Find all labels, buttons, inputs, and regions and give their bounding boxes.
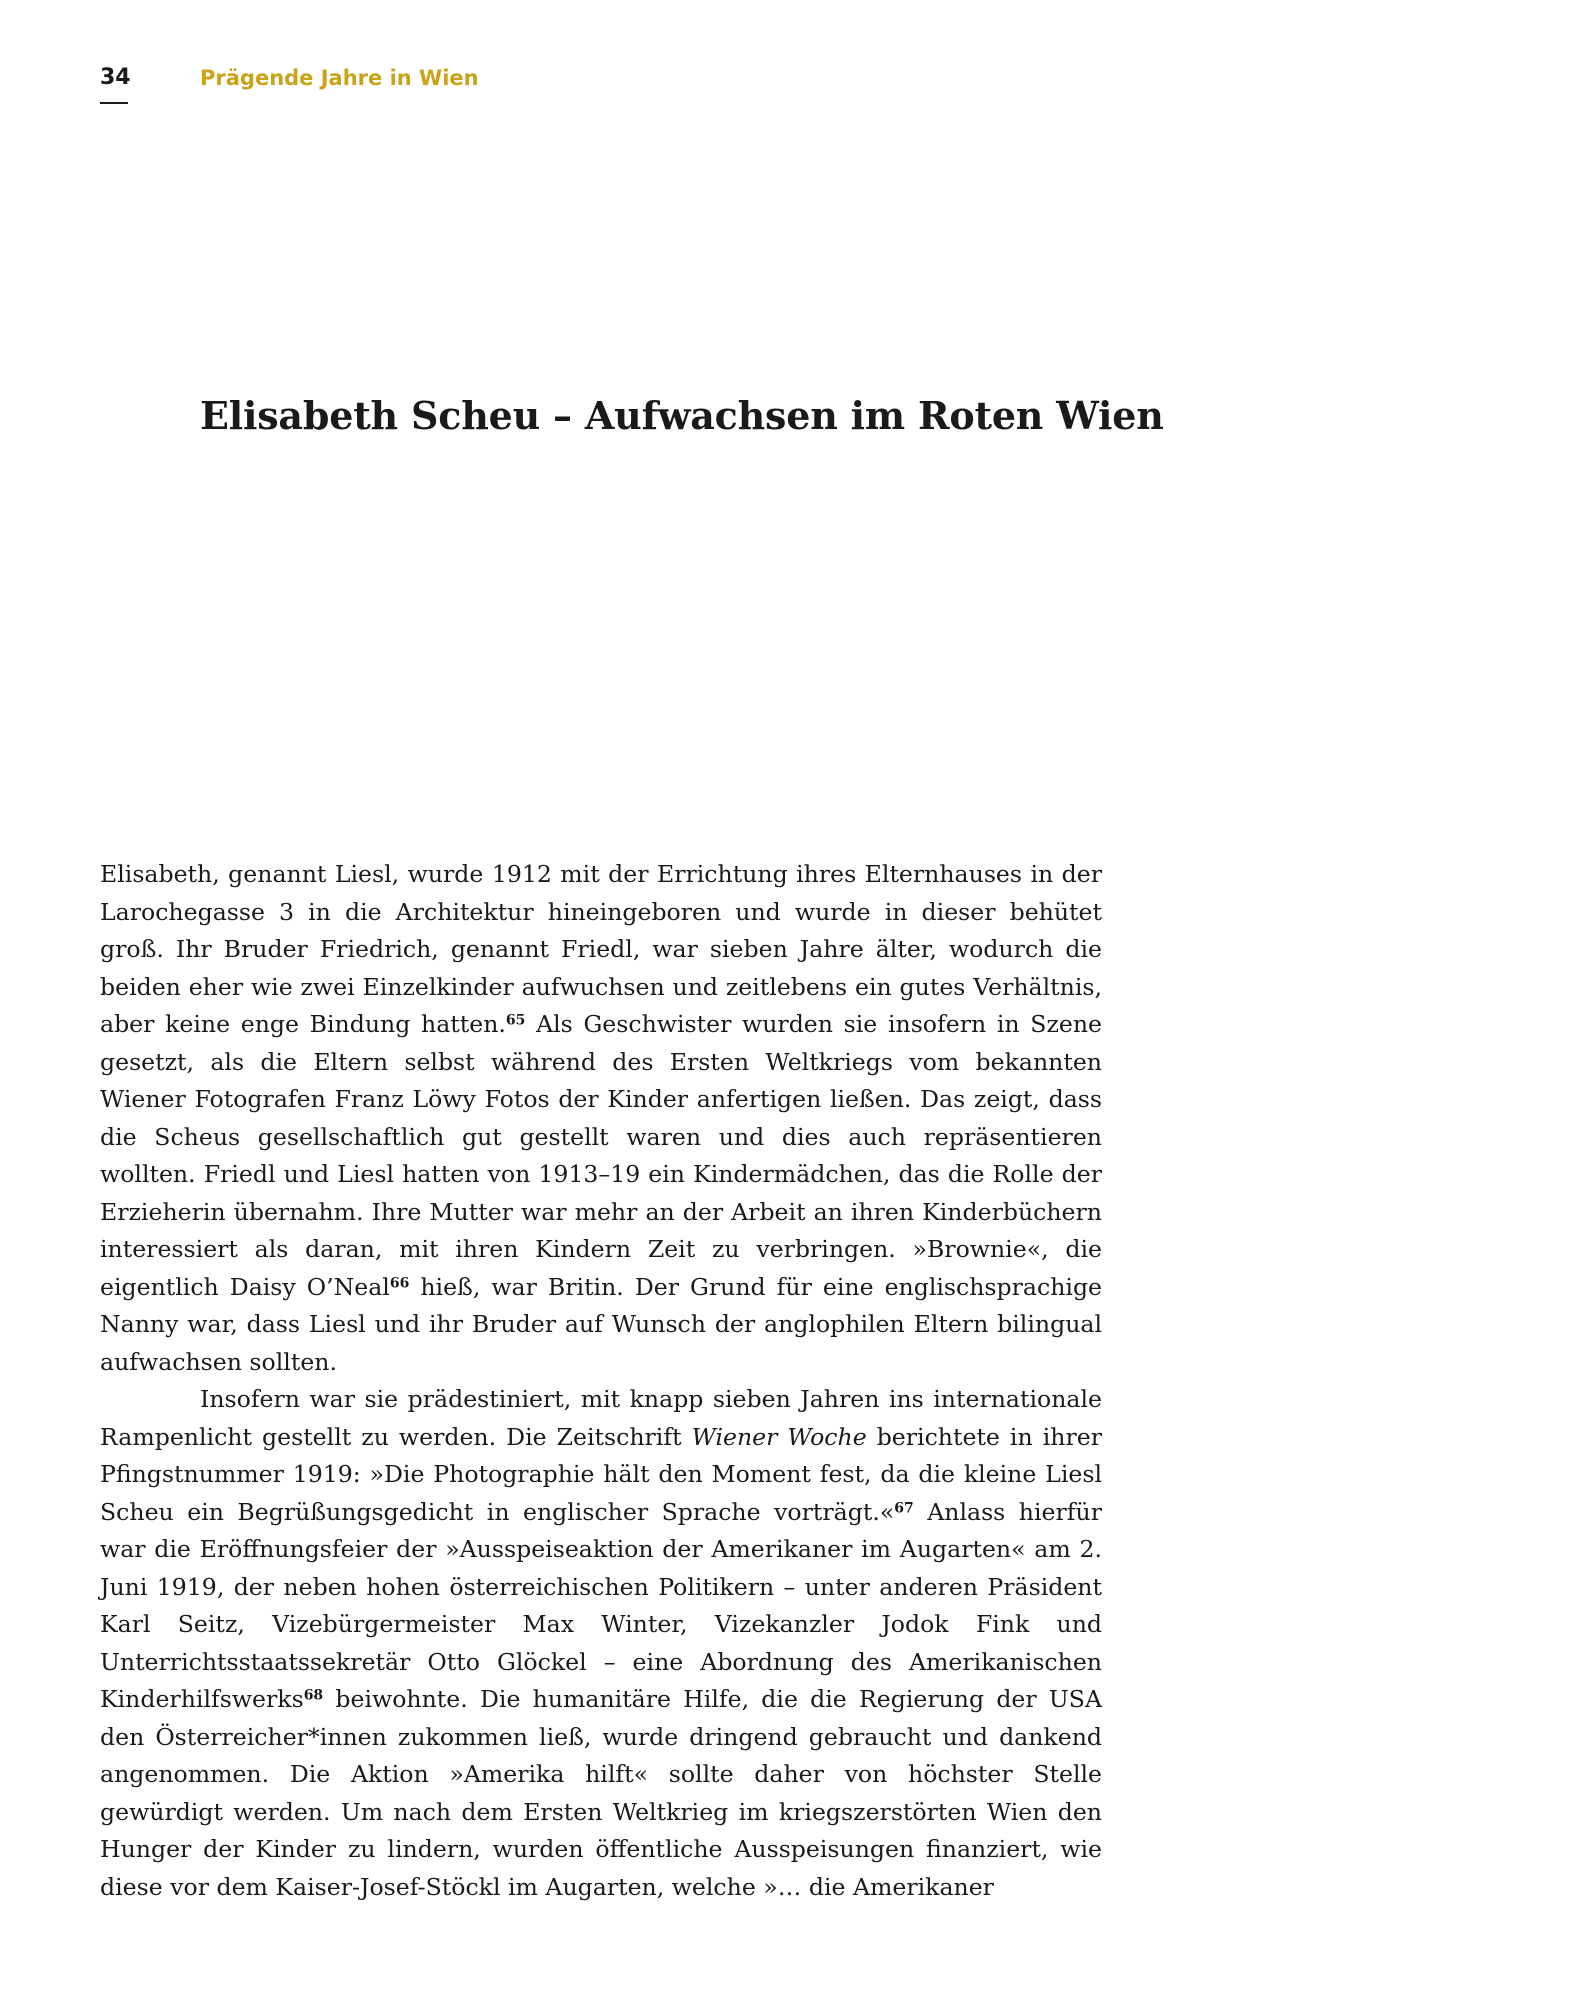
paragraph-1-text-2: Als Geschwister wurden sie insofern in Szene gesetzt, als die Eltern selbst während des Ersten Weltkriegs vom bekannten Wiener Fotografen Franz Löwy Fotos der Kinder anfertigen ließen. Das zeigt, dass die Scheus gesellschaftlich gut gestellt waren und dies auch repräsentieren wollten. Friedl und Liesl hatten von 1913–19 ein Kindermädchen, das die Rolle der Erzieherin übernahm. Ihre Mutter war mehr an der Arbeit an ihren Kinderbüchern interessiert als daran, mit ihren Kindern Zeit zu verbringen. »Brownie«, die eigentlich Daisy O’Neal <box>100 1010 1102 1301</box>
publication-title: Wiener Woche <box>691 1422 867 1451</box>
page-header <box>100 64 1483 114</box>
paragraph-2-text-1: Insofern war sie prädestiniert, mit knapp sieben Jahren ins internationale Rampenlicht gestellt zu werden. Die Zeitschrift <box>100 1385 1102 1451</box>
footnote-ref-68: 68 <box>303 1687 324 1704</box>
footnote-ref-65: 65 <box>505 1012 526 1029</box>
paragraph-1-text-3: hieß, war Britin. Der Grund für eine englischsprachige Nanny war, dass Liesl und ihr Bruder auf Wunsch der anglophilen Eltern bilingual aufwachsen sollten. <box>100 1272 1103 1376</box>
chapter-title: Elisabeth Scheu – Aufwachsen im Roten Wien <box>200 393 1164 438</box>
running-head: Prägende Jahre in Wien <box>200 66 479 90</box>
paragraph-1-text-1: Elisabeth, genannt Liesl, wurde 1912 mit der Errichtung ihres Elternhauses in der Larochegasse 3 in die Architektur hineingeboren und wurde in dieser behütet groß. Ihr Bruder Friedrich, genannt Friedl, war sieben Jahre älter, wodurch die beiden eher wie zwei Einzelkinder aufwuchsen und zeitlebens ein gutes Verhältnis, aber keine enge Bindung hatten. <box>100 860 1102 1038</box>
paragraph-2-text-4: beiwohnte. Die humanitäre Hilfe, die die Regierung der USA den Österreicher*innen zukommen ließ, wurde dringend gebraucht und dankend angenommen. Die Aktion »Amerika hilft« sollte daher von höchster Stelle gewürdigt werden. Um nach dem Ersten Weltkrieg im kriegszerstörten Wien den Hunger der Kinder zu lindern, wurden öffentliche Ausspeisungen finanziert, wie diese vor dem Kaiser-Josef-Stöckl im Augarten, welche »… die Amerikaner <box>100 1685 1102 1901</box>
page-number-rule <box>100 102 128 104</box>
footnote-ref-67: 67 <box>894 1499 914 1516</box>
paragraph-2-text-3: Anlass hierfür war die Eröffnungsfeier der »Ausspeiseaktion der Amerikaner im Augarten« am 2. Juni 1919, der neben hohen österreichischen Politikern – unter anderen Präsident Karl Seitz, Vizebürgermeister Max Winter, Vizekanzler Jodok Fink und Unterrichtsstaatssekretär Otto Glöckel – eine Abordnung des Amerikanischen Kinderhilfswerks <box>100 1497 1102 1713</box>
page-number: 34 <box>100 65 131 90</box>
paragraph-1 <box>100 856 1102 1381</box>
body-text <box>100 856 1102 1906</box>
paragraph-2-text-2: berichtete in ihrer Pfingstnummer 1919: »Die Photographie hält den Moment fest, da die kleine Liesl Scheu ein Begrüßungsgedicht in englischer Sprache vorträgt.« <box>100 1422 1102 1526</box>
footnote-ref-66: 66 <box>389 1274 410 1291</box>
paragraph-2 <box>100 1381 1102 1906</box>
